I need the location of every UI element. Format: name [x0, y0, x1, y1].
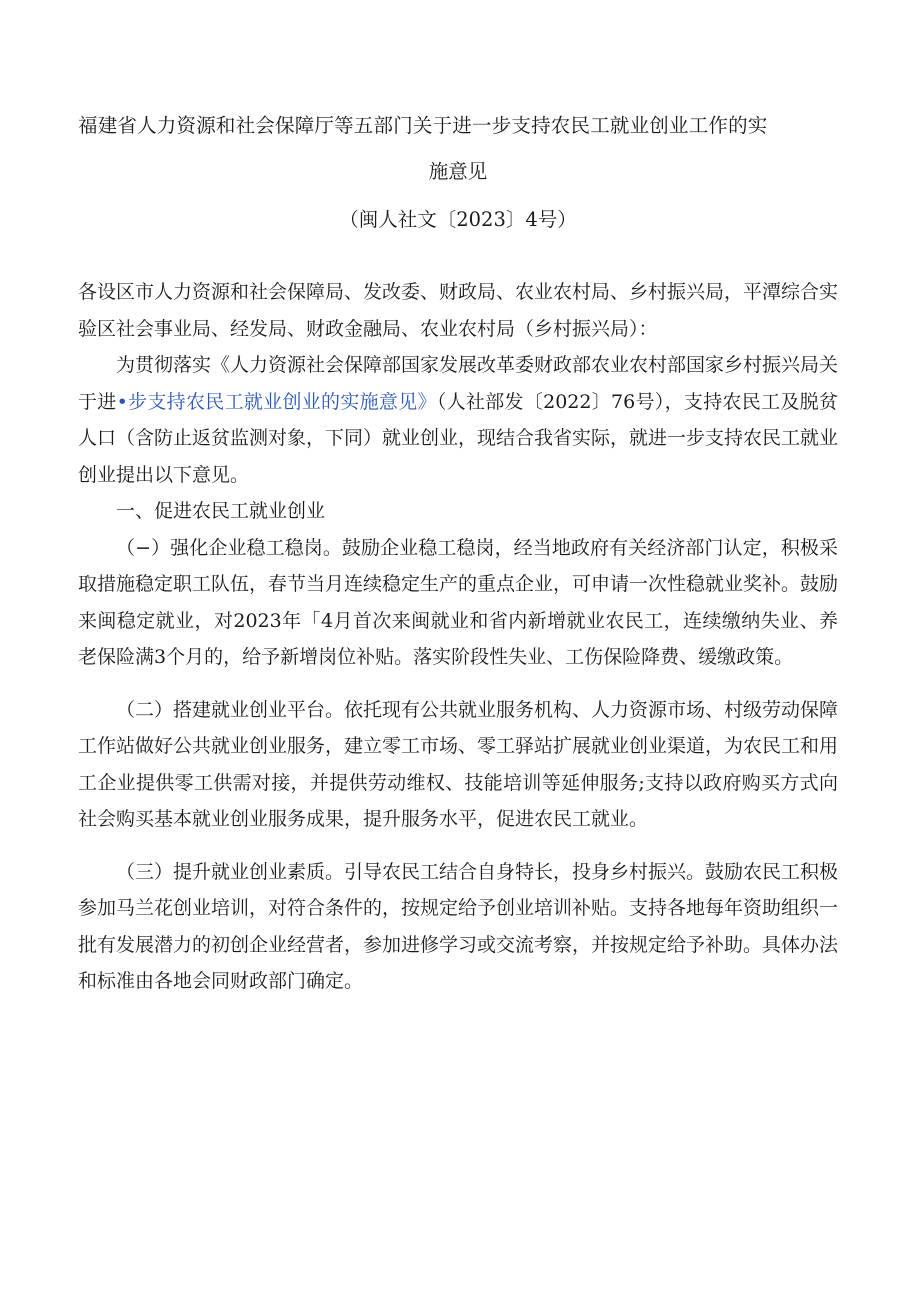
intro-text-part1: 为贯彻落实《人力资源社会保障部国家发展改革委财政部农业农村部国家乡村振兴局关于进 [78, 354, 839, 413]
document-title-line2: 施意见 [428, 160, 488, 183]
intro-paragraph [78, 347, 838, 493]
item3-paragraph: （三）提升就业创业素质。引导农民工结合自身特长，投身乡村振兴。鼓励农民工积极参加马兰花创业培训，对符合条件的，按规定给予创业培训补贴。支持各地每年资助组织一批有发展潜力的初创企业经营者，参加进修学习或交流考察，并按规定给予补助。具体办法和标准由各地会同财政部门确定。 [78, 860, 839, 992]
addressee-paragraph: 各设区市人力资源和社会保障局、发改委、财政局、农业农村局、乡村振兴局，平潭综合实验区社会事业局、经发局、财政金融局、农业农村局（乡村振兴局）： [78, 281, 839, 340]
document-number: （闽人社文〔2023〕4号） [339, 208, 577, 231]
intro-text-part2: （人社部发〔2022〕76号），支持农民工及脱贫人口（含防止返贫监测对象，下同）就业创业，现结合我省实际，就进一步支持农民工就业创业提出以下意见。 [78, 390, 839, 486]
item1-paragraph: （−）强化企业稳工稳岗。鼓励企业稳工稳岗，经当地政府有关经济部门认定，积极采取措施稳定职工队伍，春节当月连续稳定生产的重点企业，可申请一次性稳就业奖补。鼓励来闽稳定就业，对2023年「4月首次来闽就业和省内新增就业农民工，连续缴纳失业、养老保险满3个月的，给予新增岗位补贴。落实阶段性失业、工伤保险降费、缓缴政策。 [78, 536, 839, 668]
section1-heading: 一、促进农民工就业创业 [116, 500, 326, 522]
item2-paragraph: （二）搭建就业创业平台。依托现有公共就业服务机构、人力资源市场、村级劳动保障工作站做好公共就业创业服务，建立零工市场、零工驿站扩展就业创业渠道，为农民工和用工企业提供零工供需对接，并提供劳动维权、技能培训等延伸服务;支持以政府购买方式向社会购买基本就业创业服务成果，提升服务水平，促进农民工就业。 [78, 698, 839, 830]
policy-document-link[interactable]: •步支持农民工就业创业的实施意见》 [116, 390, 437, 413]
document-body [78, 274, 838, 1000]
document-title-line1: 福建省人力资源和社会保障厅等五部门关于进一步支持农民工就业创业工作的实 [78, 114, 768, 137]
